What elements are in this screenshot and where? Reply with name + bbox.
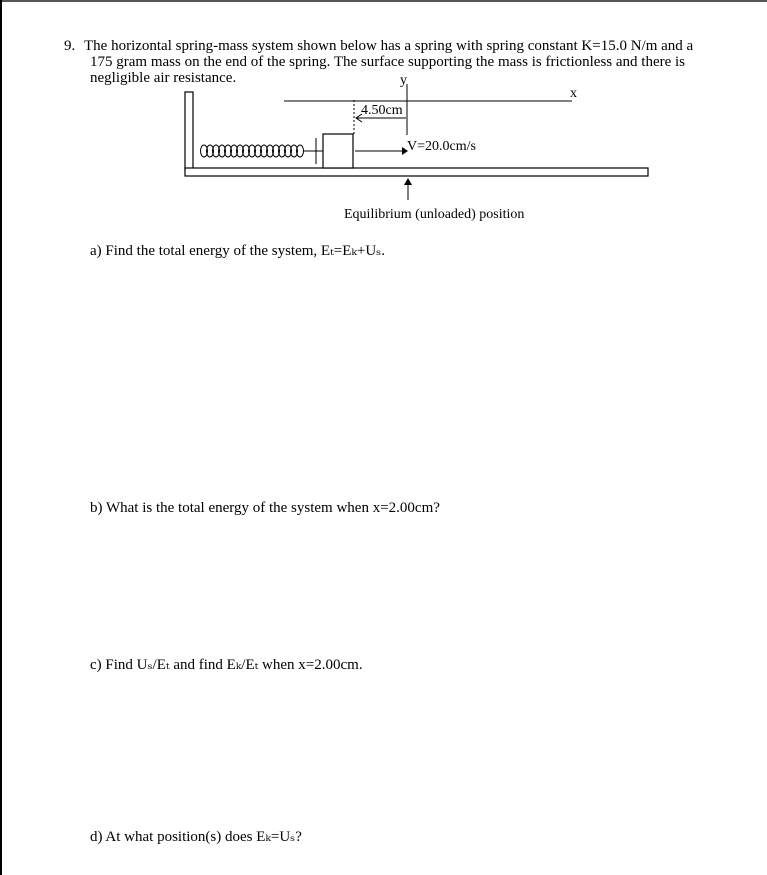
problem-text-line-1: The horizontal spring-mass system shown below has a spring with spring constant K=15.0 N/m and a bbox=[84, 38, 694, 54]
y-axis-label: y bbox=[400, 73, 407, 88]
problem-number: 9. bbox=[64, 38, 76, 54]
part-b-question: b) What is the total energy of the system when x=2.00cm? bbox=[90, 500, 440, 516]
spring bbox=[201, 145, 324, 157]
part-d-question: d) At what position(s) does Eₖ=Uₛ? bbox=[90, 829, 302, 845]
x-axis-label: x bbox=[570, 86, 577, 101]
spring-mass-diagram bbox=[0, 0, 767, 240]
wall bbox=[185, 92, 193, 170]
equilibrium-label: Equilibrium (unloaded) position bbox=[344, 207, 525, 222]
displacement-label: 4.50cm bbox=[361, 103, 403, 118]
part-a-question: a) Find the total energy of the system, Eₜ=Eₖ+Uₛ. bbox=[90, 243, 385, 259]
equilibrium-arrowhead bbox=[404, 178, 412, 185]
floor bbox=[185, 168, 648, 176]
problem-text-line-2: 175 gram mass on the end of the spring. The surface supporting the mass is frictionless and there is bbox=[90, 54, 686, 70]
problem-text-line-3: negligible air resistance. bbox=[90, 70, 237, 86]
velocity-label: V=20.0cm/s bbox=[407, 139, 476, 154]
mass-block bbox=[323, 134, 353, 168]
part-c-question: c) Find Uₛ/Eₜ and find Eₖ/Eₜ when x=2.00cm. bbox=[90, 657, 363, 673]
